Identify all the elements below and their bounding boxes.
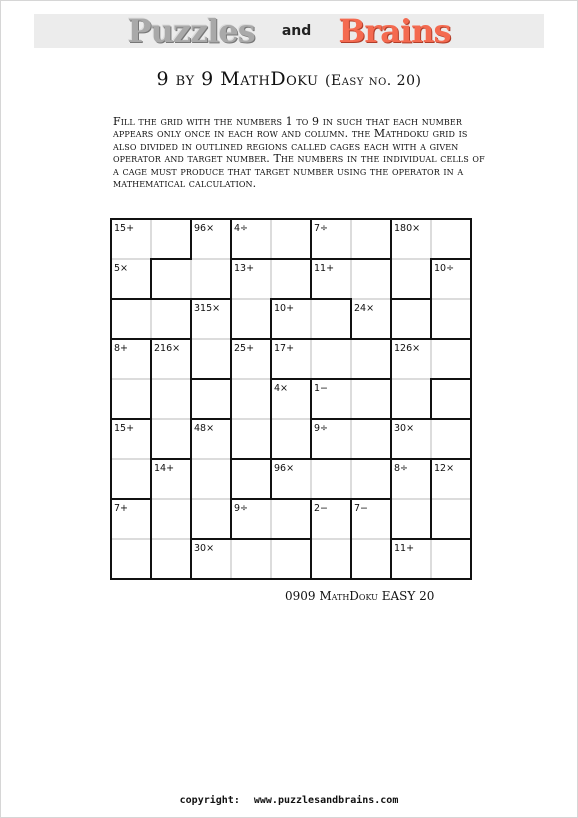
cage-clue: 4÷ xyxy=(234,223,249,234)
cage-clue: 15+ xyxy=(114,223,135,234)
page-title xyxy=(0,68,578,90)
title-main: 9 by 9 MathDoku xyxy=(156,68,319,90)
cage-clue: 1− xyxy=(314,383,329,394)
cage-clue: 9÷ xyxy=(234,503,249,514)
cage-clue: 48× xyxy=(194,423,215,434)
cage-clue: 5× xyxy=(114,263,129,274)
brand-word-puzzles: Puzzles xyxy=(127,12,255,50)
cage-clue: 17+ xyxy=(274,343,295,354)
copyright-line xyxy=(0,795,578,806)
cage-clue: 30× xyxy=(394,423,415,434)
cage-clue: 11+ xyxy=(314,263,335,274)
cage-clue: 11+ xyxy=(394,543,415,554)
mathdoku-grid xyxy=(110,218,472,582)
cage-clue: 216× xyxy=(154,343,181,354)
cage-clue: 9÷ xyxy=(314,423,329,434)
cage-clue: 7+ xyxy=(114,503,129,514)
title-sub: (Easy no. 20) xyxy=(325,73,422,89)
cage-clue: 8÷ xyxy=(394,463,409,474)
cage-clue: 30× xyxy=(194,543,215,554)
cage-clue: 10÷ xyxy=(434,263,455,274)
cage-clue: 2− xyxy=(314,503,329,514)
brand-word-brains: Brains xyxy=(338,12,451,50)
puzzle-code: 0909 MathDoku EASY 20 xyxy=(285,589,435,603)
cage-clue: 24× xyxy=(354,303,375,314)
cage-clue: 315× xyxy=(194,303,221,314)
copyright-label: copyright: xyxy=(179,795,240,806)
cage-clue: 96× xyxy=(274,463,295,474)
grid-outer-border xyxy=(111,219,471,579)
brand-word-and: and xyxy=(281,23,312,39)
cage-clue: 25+ xyxy=(234,343,255,354)
copyright-url: www.puzzlesandbrains.com xyxy=(253,795,399,806)
cage-clue: 7− xyxy=(354,503,369,514)
cage-clue: 180× xyxy=(394,223,421,234)
cage-clue: 96× xyxy=(194,223,215,234)
cage-clue: 4× xyxy=(274,383,289,394)
cage-clue: 14+ xyxy=(154,463,175,474)
cage-clue: 8+ xyxy=(114,343,129,354)
cage-clue: 10+ xyxy=(274,303,295,314)
instructions-text: Fill the grid with the numbers 1 to 9 in such that each number appears only once in each row and column. the Mathdoku grid is also divided in outlined regions called cages each with a given operator and target number. The numbers in the individual cells of a cage must produce that target number using the operator in a mathematical calculation. xyxy=(113,115,485,191)
cage-clue: 12× xyxy=(434,463,455,474)
cage-clue: 7÷ xyxy=(314,223,329,234)
cage-clue: 15+ xyxy=(114,423,135,434)
brand-header xyxy=(34,14,544,48)
cage-clue: 126× xyxy=(394,343,421,354)
cage-clue: 13+ xyxy=(234,263,255,274)
